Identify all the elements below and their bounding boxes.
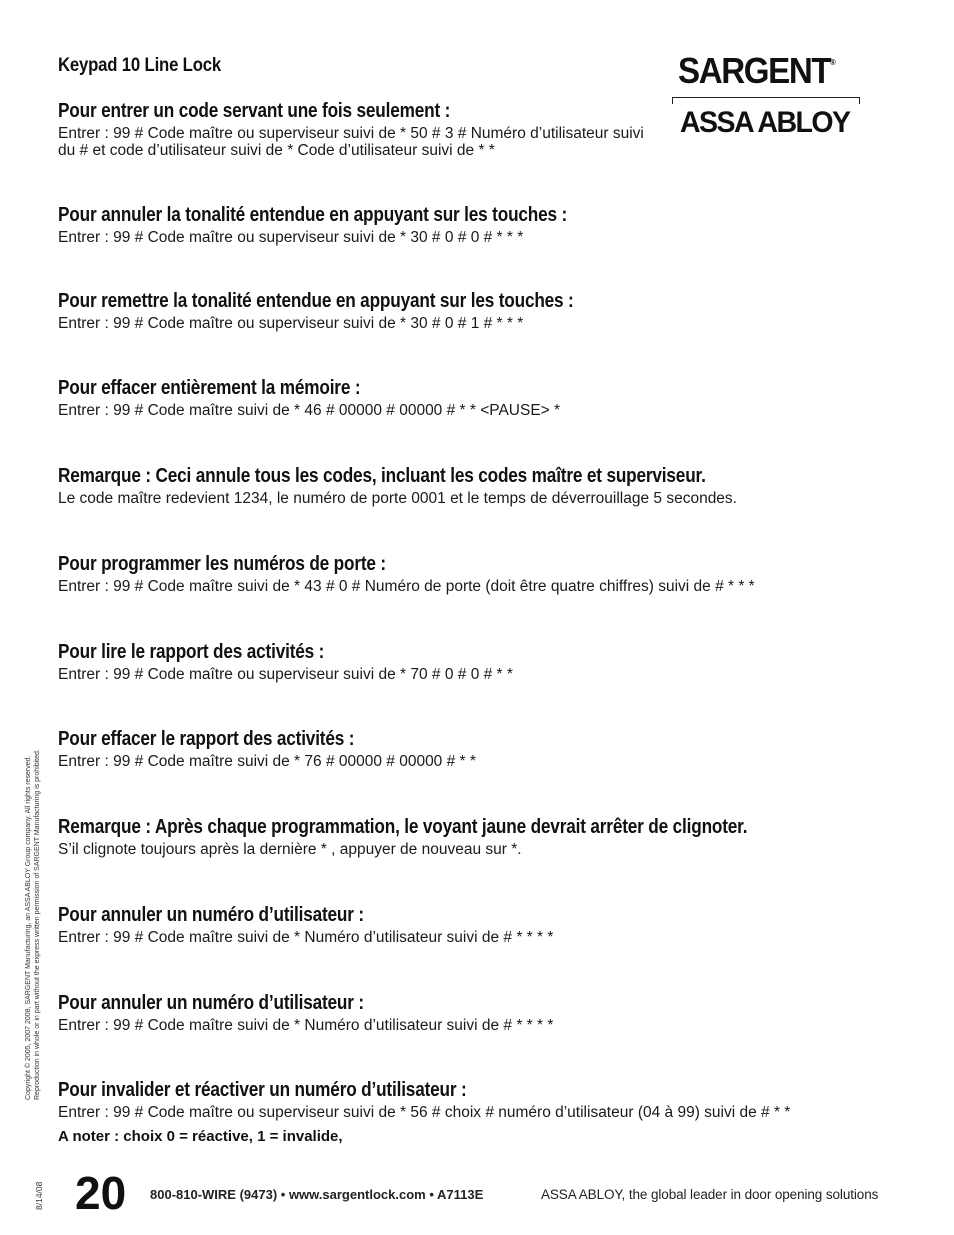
footer-contact: 800-810-WIRE (9473) • www.sargentlock.com • A7113E <box>150 1187 484 1202</box>
section-instruction: Entrer : 99 # Code maître suivi de * 43 # 0 # Numéro de porte (doit être quatre chiffres) suivi de # * * * <box>58 578 755 595</box>
footer-tagline: ASSA ABLOY, the global leader in door opening solutions <box>541 1187 879 1202</box>
page-number: 20 <box>75 1167 127 1219</box>
page-title: Keypad 10 Line Lock <box>58 55 221 76</box>
section-instruction: Entrer : 99 # Code maître ou superviseur suivi de * 56 # choix # numéro d’utilisateur (04 à 99) suivi de # * * <box>58 1104 791 1121</box>
section-instruction: Entrer : 99 # Code maître ou superviseur suivi de * 30 # 0 # 1 # * * * <box>58 315 524 332</box>
section-cancel-user-number <box>58 903 888 946</box>
section-heading: Pour entrer un code servant une fois seulement : <box>58 100 451 122</box>
section-cancel-user-number-2 <box>58 991 888 1034</box>
copyright-notice: Copyright © 2005, 2007 2008, SARGENT Manufacturing, an ASSA ABLOY Group company. All rights reserved. Reproduction in whole or in part without the express written permission of SARGENT Manufacturing is prohibited. <box>25 749 41 1100</box>
sargent-logo-text: SARGENT® <box>678 50 836 91</box>
section-heading: Pour invalider et réactiver un numéro d’utilisateur : <box>58 1079 467 1101</box>
assa-abloy-logo-text: ASSA ABLOY <box>680 106 850 139</box>
section-instruction: Entrer : 99 # Code maître suivi de * 46 # 00000 # 00000 # * * <PAUSE> * <box>58 402 561 419</box>
section-instruction: Entrer : 99 # Code maître ou superviseur suivi de * 50 # 3 # Numéro d’utilisateur suivi du # et code d’utilisateur suivi de * Code d’utilisateur suivi de * * <box>58 125 644 159</box>
section-heading: Pour annuler la tonalité entendue en appuyant sur les touches : <box>58 204 568 226</box>
section-instruction: S’il clignote toujours après la dernière * , appuyer de nouveau sur *. <box>58 841 522 858</box>
section-instruction: Entrer : 99 # Code maître ou superviseur suivi de * 70 # 0 # 0 # * * <box>58 666 513 683</box>
section-note: A noter : choix 0 = réactive, 1 = invalide, <box>58 1128 343 1145</box>
section-heading: Pour programmer les numéros de porte : <box>58 553 386 575</box>
section-clear-activity-report <box>58 727 888 770</box>
section-read-activity-report <box>58 640 888 683</box>
section-heading: Pour effacer entièrement la mémoire : <box>58 377 361 399</box>
section-heading: Remarque : Après chaque programmation, le voyant jaune devrait arrêter de clignoter. <box>58 816 748 838</box>
section-heading: Pour lire le rapport des activités : <box>58 641 325 663</box>
section-instruction: Entrer : 99 # Code maître suivi de * Numéro d’utilisateur suivi de # * * * * <box>58 929 554 946</box>
section-door-numbers <box>58 552 888 595</box>
section-heading: Pour annuler un numéro d’utilisateur : <box>58 904 364 926</box>
section-note-led <box>58 815 888 858</box>
section-instruction: Entrer : 99 # Code maître ou superviseur suivi de * 30 # 0 # 0 # * * * <box>58 229 524 246</box>
section-instruction: Entrer : 99 # Code maître suivi de * Numéro d’utilisateur suivi de # * * * * <box>58 1017 554 1034</box>
section-invalidate-user <box>58 1078 888 1145</box>
section-one-time-code <box>58 99 888 159</box>
revision-date: 8/14/08 <box>34 1181 44 1210</box>
section-heading: Pour remettre la tonalité entendue en appuyant sur les touches : <box>58 290 574 312</box>
section-heading: Pour annuler un numéro d’utilisateur : <box>58 992 364 1014</box>
section-heading: Remarque : Ceci annule tous les codes, incluant les codes maître et superviseur. <box>58 465 706 487</box>
section-clear-memory <box>58 376 888 419</box>
section-restore-key-tone <box>58 289 888 332</box>
section-cancel-key-tone <box>58 203 888 246</box>
section-instruction: Entrer : 99 # Code maître suivi de * 76 # 00000 # 00000 # * * <box>58 753 476 770</box>
section-note-reset <box>58 464 888 507</box>
section-instruction: Le code maître redevient 1234, le numéro de porte 0001 et le temps de déverrouillage 5 secondes. <box>58 490 737 507</box>
section-heading: Pour effacer le rapport des activités : <box>58 728 355 750</box>
